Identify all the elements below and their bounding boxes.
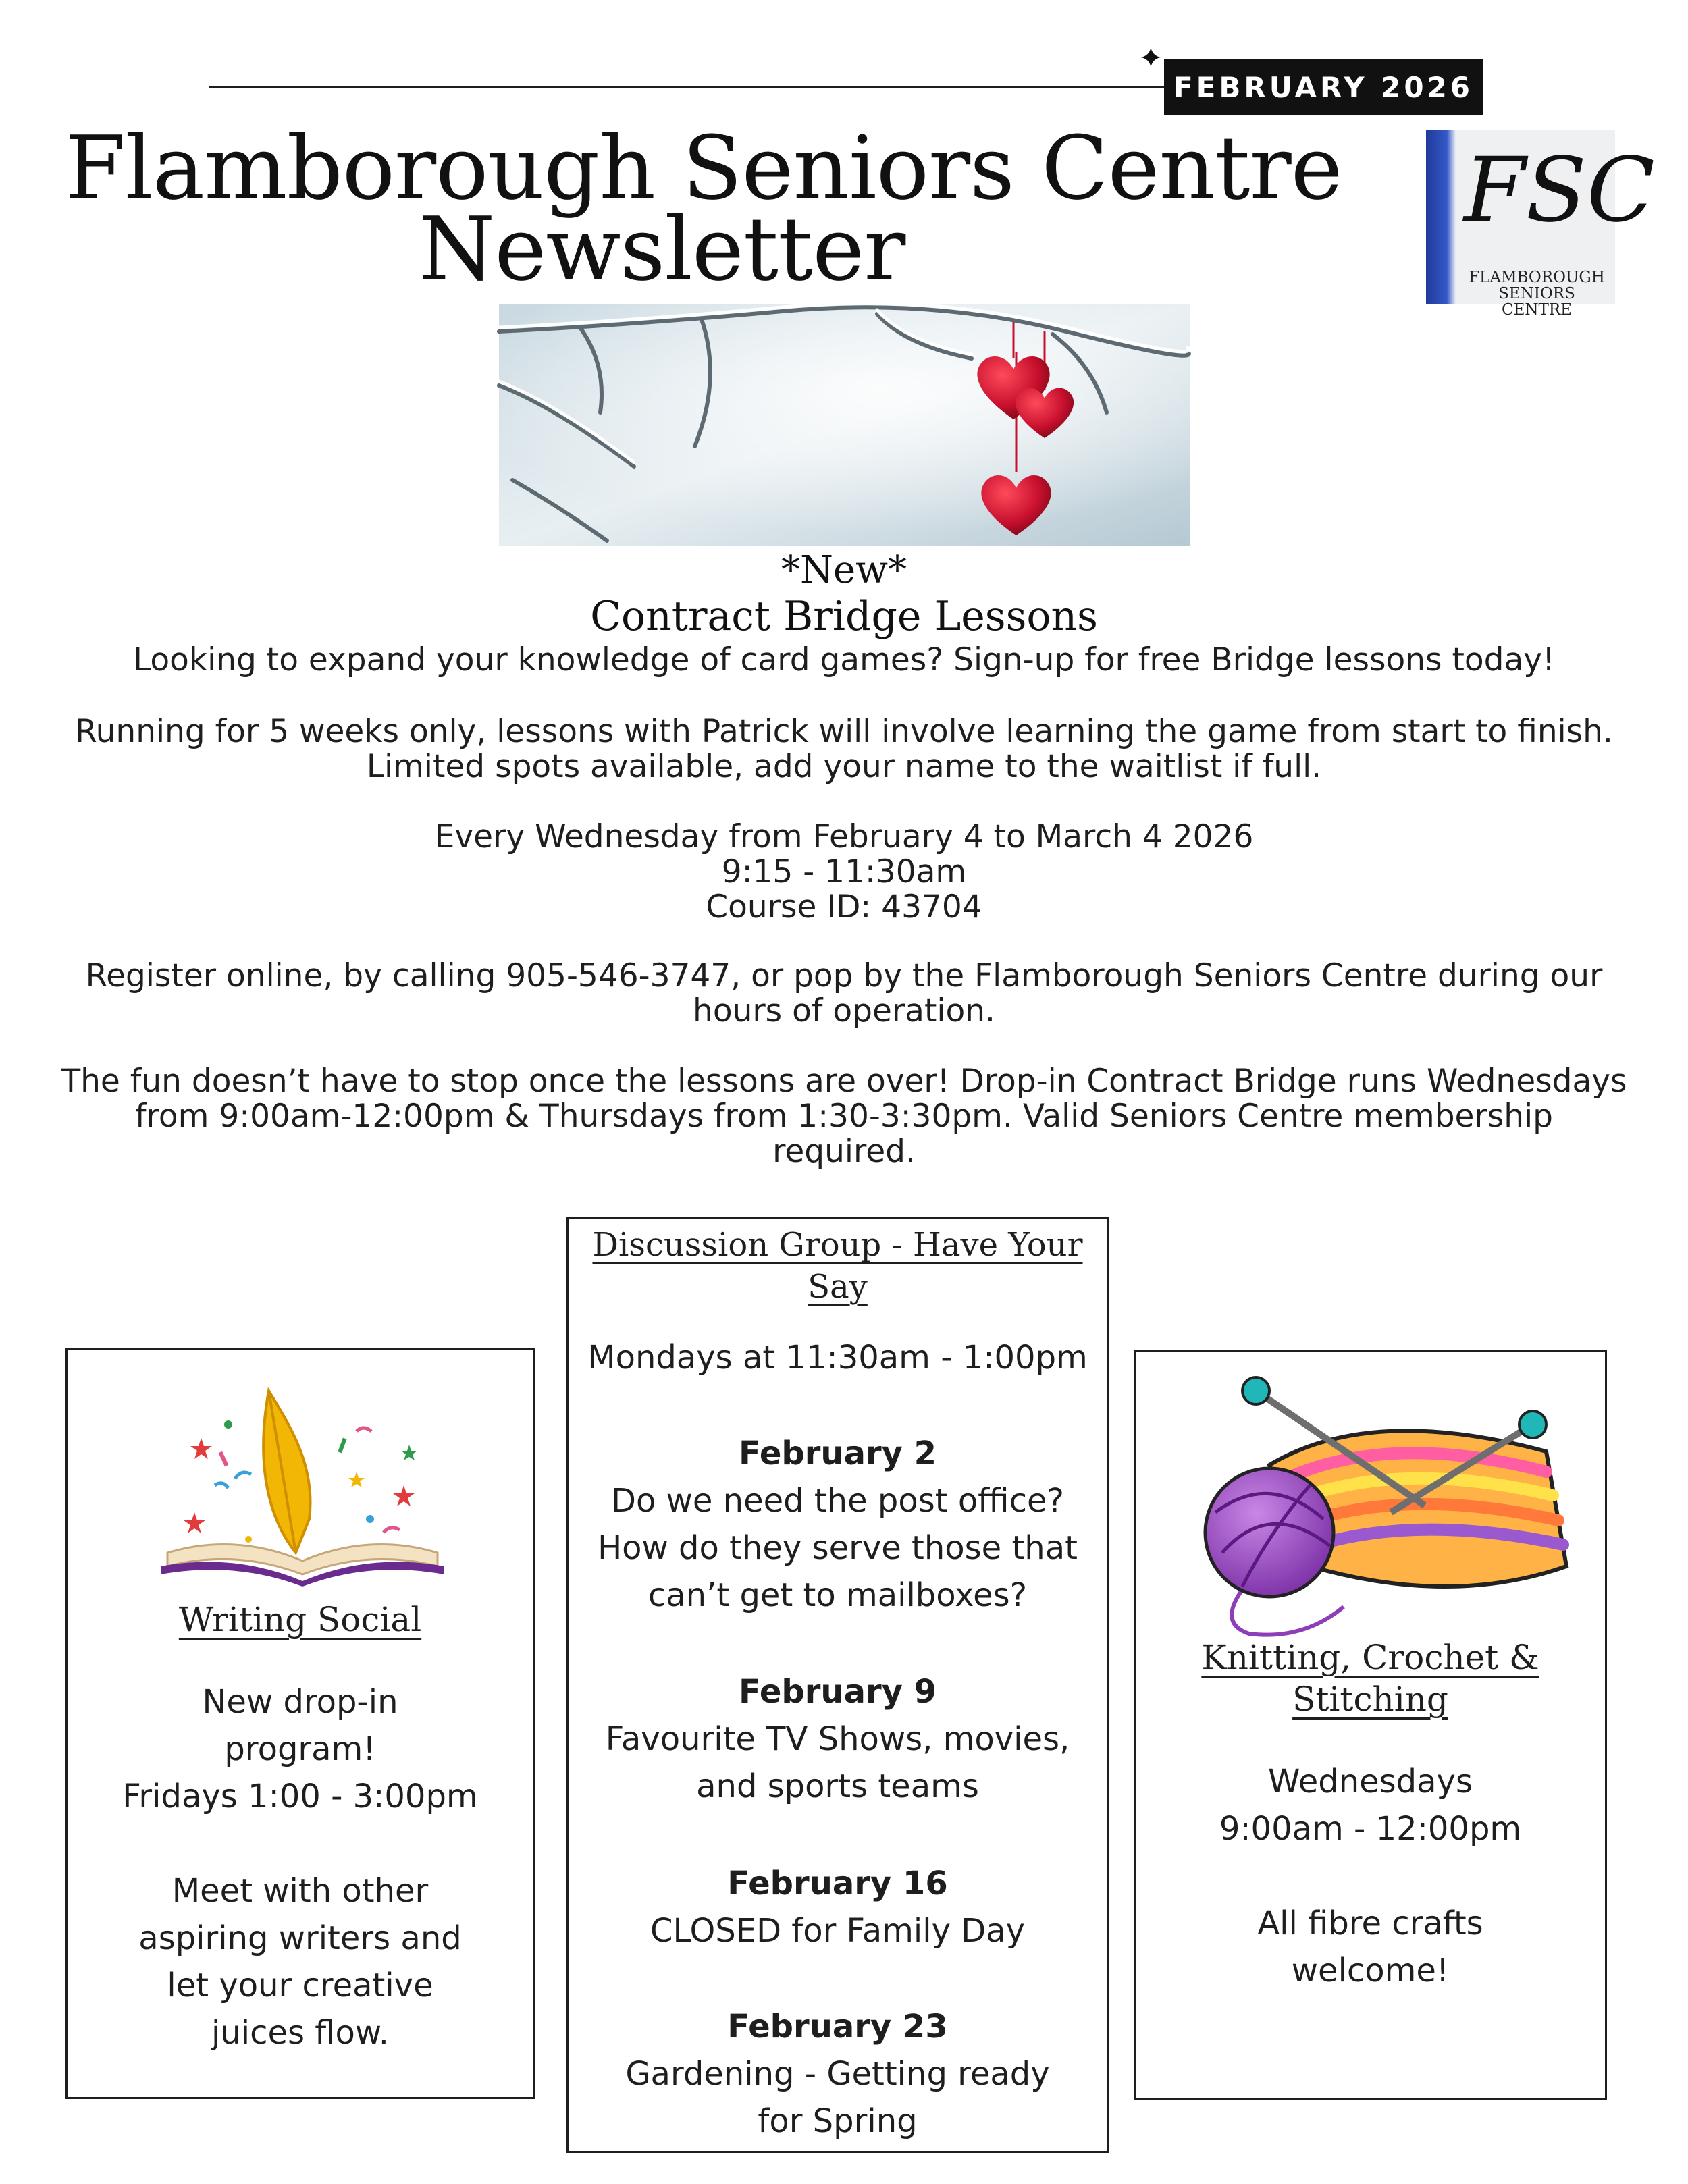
- yarn-ball: [1205, 1468, 1334, 1597]
- knitting-desc-line1: All fibre crafts: [1257, 1905, 1483, 1942]
- knitting-yarn-icon: [1168, 1364, 1573, 1647]
- sparkle-icon: ✦: [1138, 41, 1163, 76]
- hero-glow: [499, 304, 1190, 546]
- knitting-title: [1134, 1636, 1607, 1720]
- writing-line2: program!: [224, 1730, 376, 1768]
- writing-social-schedule: [65, 1678, 535, 1820]
- logo-name: [1461, 269, 1612, 318]
- topic-date: February 16: [727, 1865, 948, 1902]
- discussion-topic: [566, 1860, 1109, 1954]
- bridge-running-info: Running for 5 weeks only, lessons with Patrick will involve learning the game from start to finish. Limited spots available, add your name to the waitlist if full.: [75, 713, 1613, 785]
- topic-line: for Spring: [758, 2102, 918, 2140]
- topic-line: can’t get to mailboxes?: [648, 1576, 1028, 1614]
- discussion-topic: [566, 1668, 1109, 1810]
- bridge-schedule-time: 9:15 - 11:30am: [721, 853, 967, 890]
- new-label: *New*: [781, 548, 907, 592]
- bridge-register-info: Register online, by calling 905-546-3747, or pop by the Flamborough Seniors Centre during our hours of operation.: [85, 957, 1603, 1030]
- logo-mark-text: FSC: [1464, 138, 1656, 242]
- open-book-quill-icon: [154, 1384, 451, 1587]
- discussion-group-time: Mondays at 11:30am - 1:00pm: [587, 1339, 1088, 1377]
- topic-line: Do we need the post office?: [611, 1482, 1064, 1520]
- bridge-schedule: [61, 820, 1627, 925]
- discussion-topic: [566, 1430, 1109, 1619]
- knitting-day: Wednesdays: [1268, 1763, 1473, 1801]
- logo-name-line2: SENIORS CENTRE: [1498, 285, 1575, 319]
- discussion-group-title: Discussion Group - Have Your Say: [592, 1226, 1083, 1306]
- logo-monogram-icon: [1461, 138, 1656, 242]
- book-pages: [167, 1545, 438, 1575]
- writing-social-title: Writing Social: [178, 1600, 422, 1639]
- bridge-intro: Looking to expand your knowledge of card games? Sign-up for free Bridge lessons today!: [133, 641, 1555, 678]
- topic-line: and sports teams: [696, 1767, 979, 1805]
- fsc-logo: [1426, 130, 1656, 319]
- winter-hearts-image: [499, 304, 1190, 546]
- knitting-desc-line2: welcome!: [1291, 1952, 1450, 1990]
- topic-line: Favourite TV Shows, movies,: [605, 1720, 1070, 1758]
- quill-feather: [263, 1391, 310, 1553]
- writing-line1: New drop-in: [202, 1683, 398, 1721]
- writing-desc-line1: Meet with other: [172, 1872, 429, 1910]
- bridge-schedule-days: Every Wednesday from February 4 to March 4 2026: [434, 818, 1254, 855]
- writing-line3: Fridays 1:00 - 3:00pm: [122, 1778, 478, 1815]
- bridge-dropin-info: The fun doesn’t have to stop once the lessons are over! Drop-in Contract Bridge runs Wednesdays from 9:00am-12:00pm & Thursdays from 1:30-3:30pm. Valid Seniors Centre membership required.: [61, 1063, 1627, 1170]
- knitting-description: [1134, 1900, 1607, 1994]
- writing-social-description: [65, 1867, 535, 2056]
- knitting-title-line2: Stitching: [1292, 1680, 1448, 1719]
- newsletter-title-line1: Flamborough Seniors Centre: [65, 117, 1342, 219]
- logo-name-line1: FLAMBOROUGH: [1469, 269, 1605, 286]
- topic-line: Gardening - Getting ready: [625, 2055, 1050, 2093]
- bridge-course-id: Course ID: 43704: [706, 888, 982, 926]
- knitting-schedule: [1134, 1758, 1607, 1853]
- topic-date: February 23: [727, 2008, 948, 2046]
- knitting-title-line1: Knitting, Crochet &: [1201, 1638, 1539, 1677]
- bridge-lessons-title: Contract Bridge Lessons: [590, 593, 1098, 640]
- topic-line: How do they serve those that: [598, 1529, 1078, 1567]
- topic-date: February 9: [738, 1673, 937, 1711]
- topic-date: February 2: [738, 1435, 937, 1472]
- newsletter-title-line2: Newsletter: [418, 198, 905, 300]
- writing-desc-line2: aspiring writers and: [138, 1919, 462, 1957]
- knitting-time: 9:00am - 12:00pm: [1219, 1810, 1522, 1848]
- writing-desc-line4: juices flow.: [211, 2014, 389, 2052]
- date-badge: FEBRUARY 2026: [1164, 59, 1483, 115]
- topic-line: CLOSED for Family Day: [650, 1912, 1026, 1950]
- writing-desc-line3: let your creative: [167, 1967, 433, 2004]
- logo-blue-bar: [1426, 130, 1456, 304]
- discussion-topic: [566, 2003, 1109, 2145]
- header-rule: [209, 86, 1168, 88]
